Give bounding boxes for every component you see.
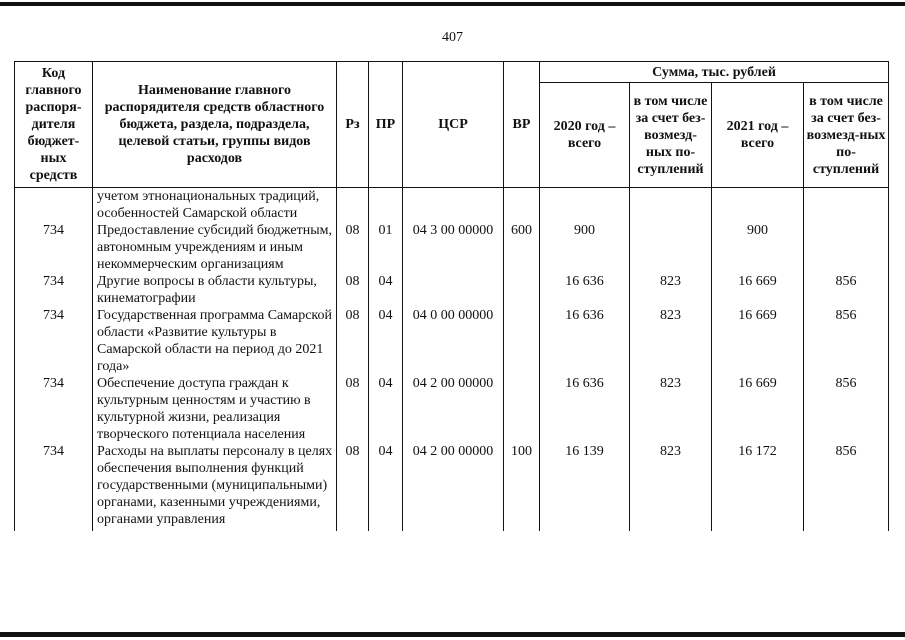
- cell-2021: 16 669: [712, 273, 804, 307]
- cell-pr: 04: [369, 307, 403, 375]
- table-row: [15, 188, 889, 223]
- budget-table: [14, 61, 889, 531]
- header-csr: ЦСР: [403, 62, 504, 188]
- cell-name: Обеспечение доступа граждан к культурным ценностям и участию в культурной жизни, реализация творческого потенциала населения: [93, 375, 337, 443]
- cell-2020: 16 636: [540, 375, 630, 443]
- cell-pr: [369, 188, 403, 223]
- cell-code: 734: [15, 222, 93, 273]
- cell-2020-free: 823: [630, 307, 712, 375]
- cell-2021: 16 669: [712, 375, 804, 443]
- cell-csr: 04 2 00 00000: [403, 375, 504, 443]
- cell-2020-free: 823: [630, 375, 712, 443]
- cell-vr: 100: [504, 443, 540, 531]
- cell-pr: 01: [369, 222, 403, 273]
- cell-rz: 08: [337, 273, 369, 307]
- cell-vr: [504, 188, 540, 223]
- header-2020-total: 2020 год – всего: [540, 83, 630, 188]
- cell-name: Государственная программа Самарской области «Развитие культуры в Самарской области на период до 2021 года»: [93, 307, 337, 375]
- cell-csr: 04 3 00 00000: [403, 222, 504, 273]
- cell-2021-free: 856: [804, 273, 889, 307]
- cell-2020-free: 823: [630, 273, 712, 307]
- cell-pr: 04: [369, 443, 403, 531]
- header-code: Код главного распоря-дителя бюджет-ных средств: [15, 62, 93, 188]
- cell-vr: [504, 375, 540, 443]
- table-row: [15, 222, 889, 273]
- cell-2020: 16 636: [540, 273, 630, 307]
- cell-code: 734: [15, 443, 93, 531]
- cell-2021: [712, 188, 804, 223]
- header-2021-total: 2021 год – всего: [712, 83, 804, 188]
- header-2020-free: в том числе за счет без-возмезд-ных по-ступлений: [630, 83, 712, 188]
- cell-2021-free: [804, 222, 889, 273]
- table-body: [15, 188, 889, 532]
- cell-rz: 08: [337, 375, 369, 443]
- cell-2021: 16 669: [712, 307, 804, 375]
- cell-vr: 600: [504, 222, 540, 273]
- cell-pr: 04: [369, 273, 403, 307]
- cell-code: 734: [15, 273, 93, 307]
- page-number: 407: [442, 30, 463, 45]
- cell-rz: 08: [337, 222, 369, 273]
- cell-2020-free: 823: [630, 443, 712, 531]
- cell-code: [15, 188, 93, 223]
- header-rz: Рз: [337, 62, 369, 188]
- cell-name: Другие вопросы в области культуры, кинематографии: [93, 273, 337, 307]
- cell-vr: [504, 273, 540, 307]
- cell-name: Расходы на выплаты персоналу в целях обеспечения выполнения функций государственными (муниципальными) органами, казенными учреждениями, органами управления: [93, 443, 337, 531]
- table-row: [15, 307, 889, 375]
- cell-csr: [403, 188, 504, 223]
- cell-csr: 04 0 00 00000: [403, 307, 504, 375]
- header-2021-free: в том числе за счет без-возмезд-ных по-ступлений: [804, 83, 889, 188]
- cell-2021: 900: [712, 222, 804, 273]
- cell-2021-free: 856: [804, 375, 889, 443]
- cell-rz: 08: [337, 443, 369, 531]
- cell-2020: 16 139: [540, 443, 630, 531]
- top-rule: [0, 2, 905, 6]
- cell-2020: 16 636: [540, 307, 630, 375]
- cell-pr: 04: [369, 375, 403, 443]
- cell-2020: [540, 188, 630, 223]
- cell-2020-free: [630, 222, 712, 273]
- cell-2021: 16 172: [712, 443, 804, 531]
- cell-name: Предоставление субсидий бюджетным, автономным учреждениям и иным некоммерческим организациям: [93, 222, 337, 273]
- cell-rz: [337, 188, 369, 223]
- cell-csr: 04 2 00 00000: [403, 443, 504, 531]
- cell-code: 734: [15, 375, 93, 443]
- bottom-rule: [0, 632, 905, 637]
- cell-vr: [504, 307, 540, 375]
- header-vr: ВР: [504, 62, 540, 188]
- cell-2021-free: [804, 188, 889, 223]
- table-row: [15, 273, 889, 307]
- header-pr: ПР: [369, 62, 403, 188]
- cell-code: 734: [15, 307, 93, 375]
- cell-2021-free: 856: [804, 307, 889, 375]
- table-row: [15, 443, 889, 531]
- cell-2021-free: 856: [804, 443, 889, 531]
- header-sum: Сумма, тыс. рублей: [540, 62, 889, 83]
- table-row: [15, 375, 889, 443]
- cell-2020: 900: [540, 222, 630, 273]
- cell-csr: [403, 273, 504, 307]
- cell-rz: 08: [337, 307, 369, 375]
- cell-name: учетом этнонациональных традиций, особенностей Самарской области: [93, 188, 337, 223]
- header-name: Наименование главного распорядителя средств областного бюджета, раздела, подраздела, целевой статьи, группы видов расходов: [93, 62, 337, 188]
- cell-2020-free: [630, 188, 712, 223]
